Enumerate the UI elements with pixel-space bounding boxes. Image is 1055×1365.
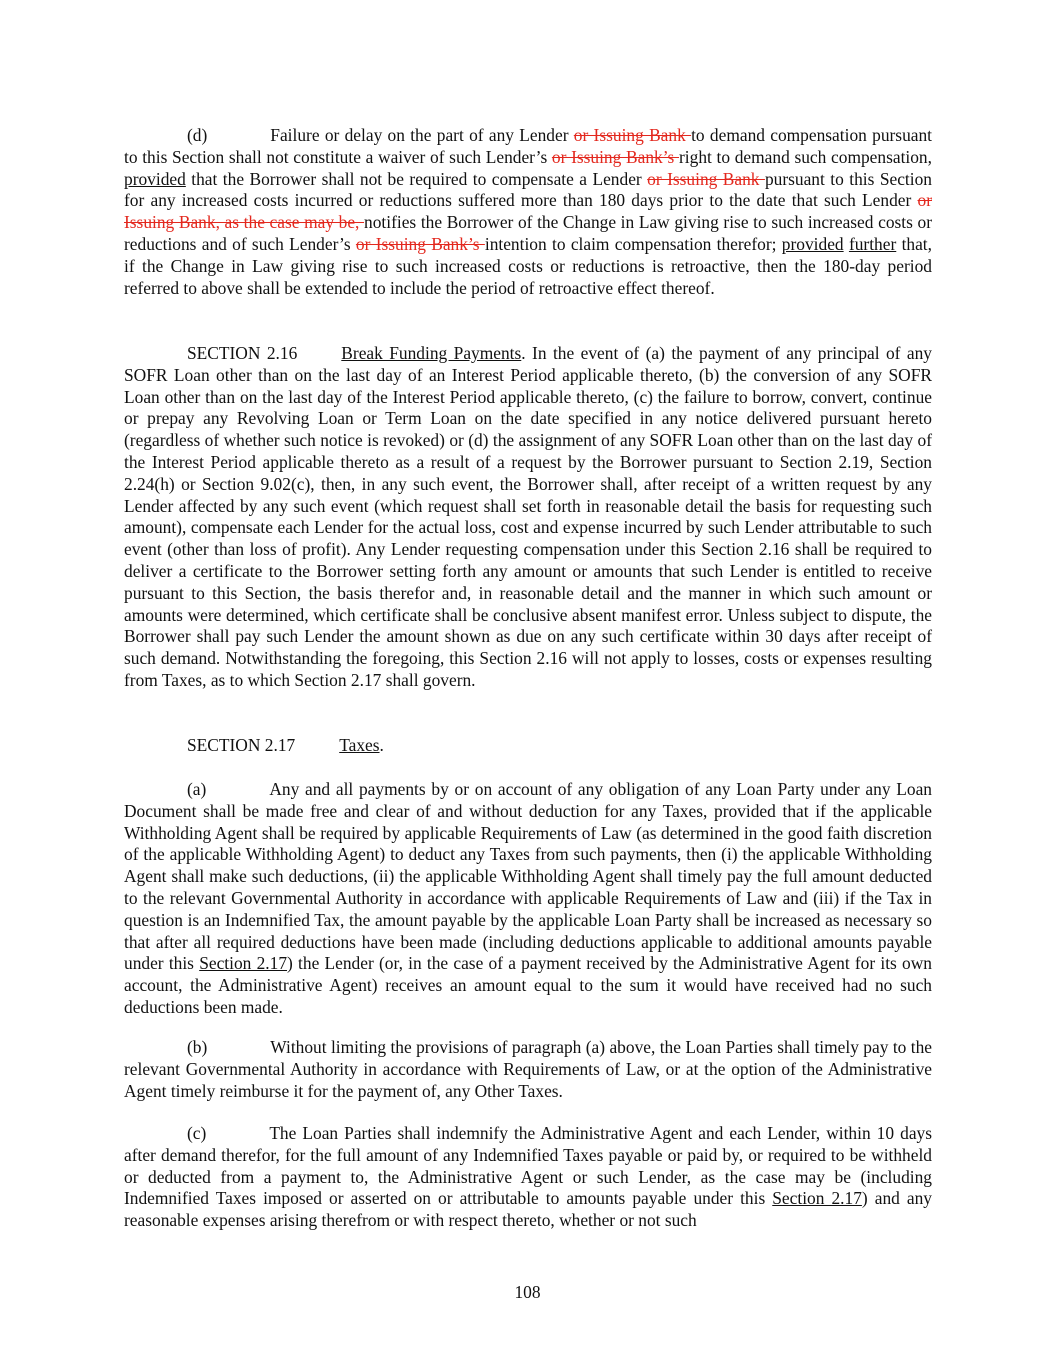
section-reference: Section 2.17	[772, 1188, 862, 1209]
deleted-text: or Issuing Bank’s	[551, 146, 679, 167]
paragraph-c: (c) The Loan Parties shall indemnify the Administrative Agent and each Lender, within 10 days after demand therefor, for the full amount of any Indemnified Taxes payable or paid by, or required to be withheld or deducted from a payment to, the Administrative Agent or such Lender, as the case may be (including Indemnified Taxes imposed or asserted on or attributable to amounts payable under this Section 2.17) and any reasonable expenses arising therefrom or with respect thereto, whether or not such	[124, 1123, 932, 1231]
paragraph-b: (b) Without limiting the provisions of paragraph (a) above, the Loan Parties shall timely pay to the relevant Governmental Authority in accordance with Requirements of Law, or at the option of the Administrative Agent timely reimburse it for the payment of, any Other Taxes.	[124, 1037, 932, 1101]
section-reference: Section 2.17	[199, 953, 288, 974]
underlined-term: provided	[124, 168, 186, 189]
deleted-text: or Issuing Bank’s	[355, 233, 485, 254]
paragraph-d: (d) Failure or delay on the part of any Lender or Issuing Bank to demand compensation pursuant to this Section shall not constitute a waiver of such Lender’s or Issuing Bank’s right to demand such compensation, provided that the Borrower shall not be required to compensate a Lender or Issuing Bank pursuant to this Section for any increased costs incurred or reductions suffered more than 180 days prior to the date that such Lender or Issuing Bank, as the case may be, notifies the Borrower of the Change in Law giving rise to such increased costs or reductions and of such Lender’s or Issuing Bank’s intention to claim compensation therefor; provided further that, if the Change in Law giving rise to such increased costs or reductions is retroactive, then the 180-day period referred to above shall be extended to include the period of retroactive effect thereof.	[124, 125, 933, 298]
section-title: Break Funding Payments	[341, 343, 522, 363]
section-number: SECTION 2.16	[187, 343, 298, 363]
deleted-text: or Issuing Bank, as the case may be,	[124, 190, 932, 233]
deleted-text: or Issuing Bank	[573, 125, 692, 145]
section-2-17-heading: SECTION 2.17 Taxes.	[187, 735, 384, 755]
paragraph-label: (b)	[187, 1037, 208, 1057]
paragraph-a: (a) Any and all payments by or on account of any obligation of any Loan Party under any Loan Document shall be made free and clear of and without deduction for any Taxes, provided that if the applicable Withholding Agent shall be required by applicable Requirements of Law (as determined in the good faith discretion of the applicable Withholding Agent) to deduct any Taxes from such payments, then (i) the applicable Withholding Agent shall make such deductions, (ii) the applicable Withholding Agent shall timely pay the full amount deducted to the relevant Governmental Authority in accordance with applicable Requirements of Law and (iii) if the Tax in question is an Indemnified Tax, the amount payable by the applicable Loan Party shall be increased as necessary so that after all required deductions have been made (including deductions applicable to additional amounts payable under this Section 2.17) the Lender (or, in the case of a payment received by the Administrative Agent for its own account, the Administrative Agent) receives an amount equal to the sum it would have received had no such deductions been made.	[124, 779, 932, 1017]
section-2-16	[124, 343, 932, 692]
paragraph-label: (c)	[187, 1123, 207, 1143]
underlined-term: further	[848, 233, 897, 254]
underlined-term: provided	[781, 233, 844, 254]
page-number: 108	[514, 1282, 541, 1302]
paragraph-label: (a)	[187, 779, 207, 799]
section-number: SECTION 2.17	[187, 735, 296, 755]
section-body: . In the event of (a) the payment of any principal of any SOFR Loan other than on the last day of an Interest Period applicable thereto, (b) the conversion of any SOFR Loan other than on the last day of the Interest Period applicable thereto, (c) the failure to borrow, convert, continue or prepay any Revolving Loan or Term Loan on the date specified in any notice delivered pursuant hereto (regardless of whether such notice is revoked) or (d) the assignment of any SOFR Loan other than on the last day of the Interest Period applicable thereto as a result of a request by the Borrower pursuant to Section 2.19, Section 2.24(h) or Section 9.02(c), then, in any such event, the Borrower shall, after receipt of a written request by any Lender affected by any such event (which request shall set forth in reasonable detail the basis for requesting such amount), compensate each Lender for the actual loss, cost and expense incurred by such Lender attributable to such event (other than loss of profit). Any Lender requesting compensation under this Section 2.16 shall be required to deliver a certificate to the Borrower setting forth any amount or amounts that such Lender is entitled to receive pursuant to this Section, the basis therefor and, in reasonable detail and the manner in which such amount or amounts were determined, which certificate shall be conclusive absent manifest error. Unless subject to dispute, the Borrower shall pay such Lender the amount shown as due on any such certificate within 30 days after receipt of such demand. Notwithstanding the foregoing, this Section 2.16 will not apply to losses, costs or expenses resulting from Taxes, as to which Section 2.17 shall govern.	[124, 343, 932, 690]
deleted-text: or Issuing Bank	[647, 168, 765, 189]
paragraph-label: (d)	[187, 125, 208, 145]
section-title: Taxes	[339, 735, 380, 755]
